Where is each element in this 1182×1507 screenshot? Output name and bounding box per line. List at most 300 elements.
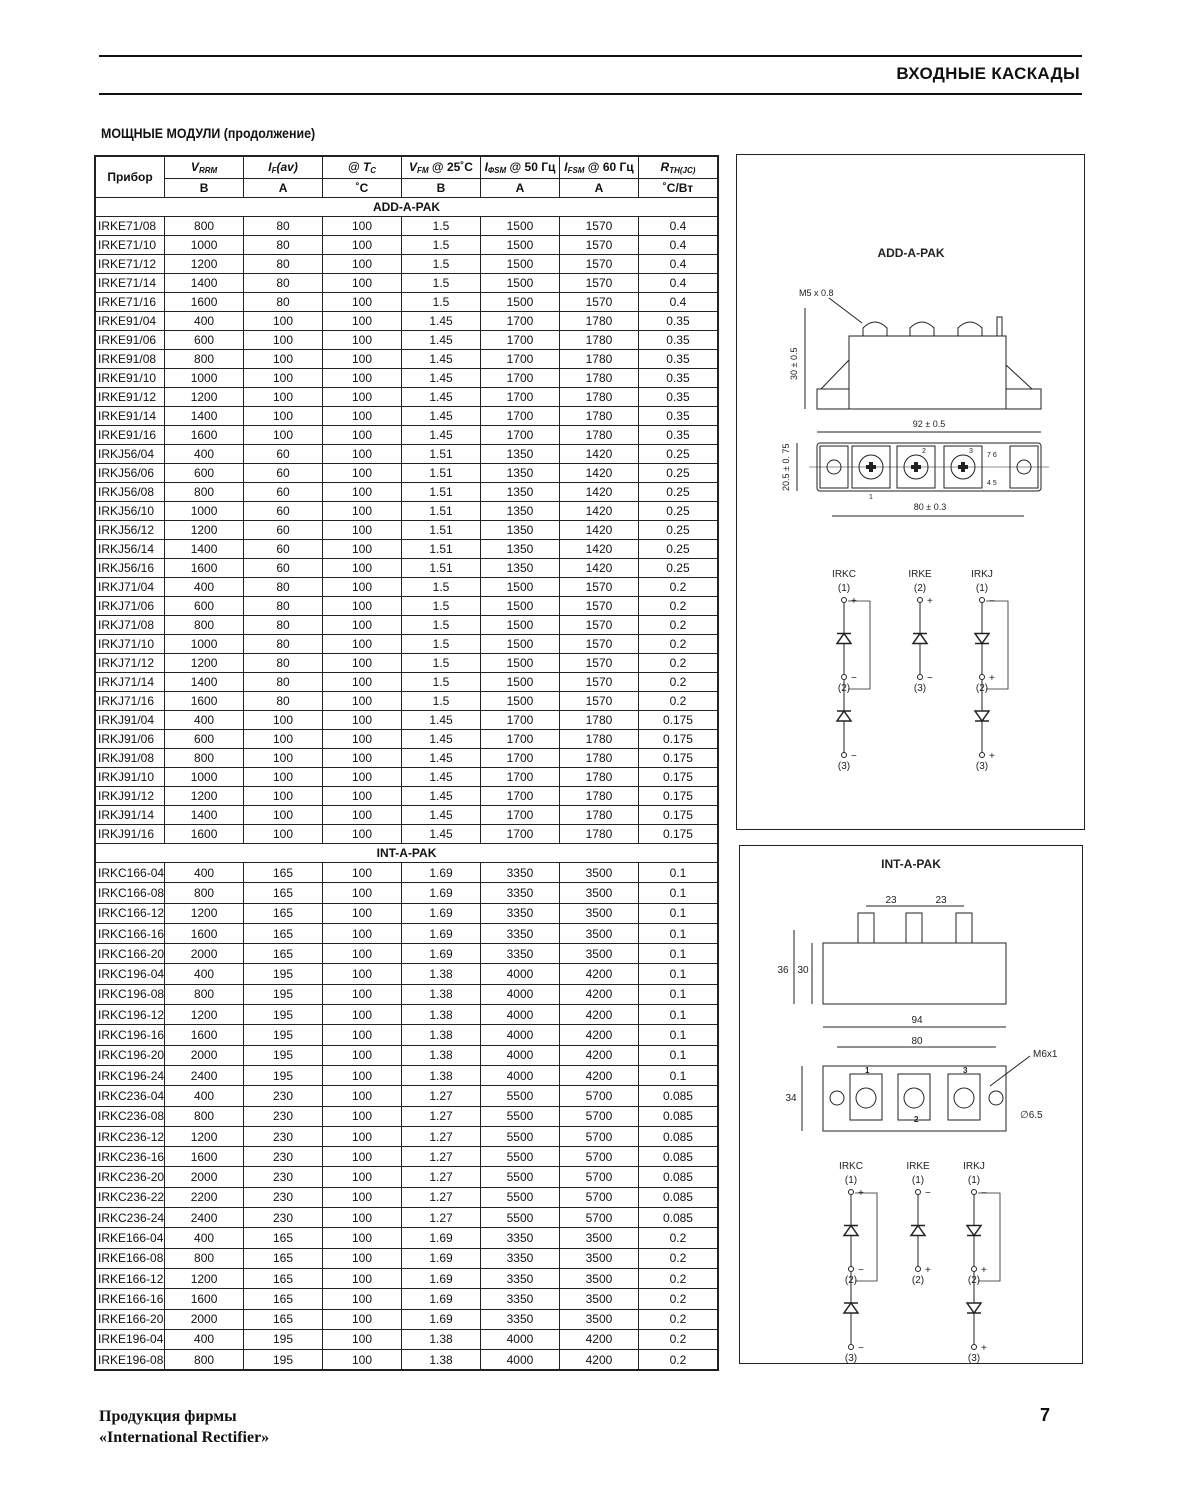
value-cell: 100 <box>323 331 402 350</box>
terminal-label: (3) <box>844 1353 858 1363</box>
value-cell: 1200 <box>165 787 244 806</box>
value-cell: 1700 <box>480 388 559 407</box>
page-number: 7 <box>1040 1405 1051 1425</box>
value-cell: 100 <box>323 217 402 236</box>
value-cell: 100 <box>323 1309 402 1329</box>
group-title: ADD-A-PAK <box>95 198 718 217</box>
column-unit: ˚С <box>323 179 402 198</box>
terminal-icon <box>972 1190 977 1195</box>
value-cell: 4000 <box>480 1025 559 1045</box>
table-row <box>95 1147 718 1167</box>
value-cell: 4000 <box>480 1329 559 1349</box>
device-name-cell: IRKC196-20 <box>95 1045 165 1065</box>
terminal-icon <box>849 1345 854 1350</box>
value-cell: 100 <box>323 944 402 964</box>
terminal-label: (3) <box>975 761 989 772</box>
table-row <box>95 923 718 943</box>
value-cell: 100 <box>323 923 402 943</box>
value-cell: 0.085 <box>638 1208 718 1228</box>
value-cell: 1700 <box>480 350 559 369</box>
value-cell: 3500 <box>559 1289 638 1309</box>
value-cell: 0.25 <box>638 464 718 483</box>
value-cell: 1200 <box>165 654 244 673</box>
value-cell: 1500 <box>480 578 559 597</box>
value-cell: 0.2 <box>638 1329 718 1349</box>
value-cell: 3500 <box>559 944 638 964</box>
value-cell: 1.38 <box>402 1065 481 1085</box>
value-cell: 5500 <box>480 1167 559 1187</box>
value-cell: 3500 <box>559 1248 638 1268</box>
table-row <box>95 749 718 768</box>
circuit-name: IRKC <box>839 1161 863 1172</box>
value-cell: 0.2 <box>638 654 718 673</box>
table-row <box>95 464 718 483</box>
value-cell: 1700 <box>480 787 559 806</box>
value-cell: 100 <box>323 1208 402 1228</box>
value-cell: 0.35 <box>638 369 718 388</box>
thread-label: M6x1 <box>1033 1049 1058 1060</box>
value-cell: 2400 <box>165 1208 244 1228</box>
value-cell: 1.69 <box>402 1289 481 1309</box>
value-cell: 100 <box>323 673 402 692</box>
pitch-dimension: 80 ± 0.3 <box>913 502 947 512</box>
table-row <box>95 426 718 445</box>
table-row <box>95 806 718 825</box>
value-cell: 800 <box>165 1248 244 1268</box>
value-cell: 80 <box>244 255 323 274</box>
value-cell: 0.25 <box>638 521 718 540</box>
value-cell: 1.5 <box>402 274 481 293</box>
table-row <box>95 1309 718 1329</box>
value-cell: 1.45 <box>402 312 481 331</box>
value-cell: 4200 <box>559 1065 638 1085</box>
device-name-cell: IRKE91/06 <box>95 331 165 350</box>
diode-icon <box>975 634 989 644</box>
value-cell: 195 <box>244 984 323 1004</box>
value-cell: 2000 <box>165 1167 244 1187</box>
value-cell: 1.45 <box>402 369 481 388</box>
value-cell: 1.5 <box>402 673 481 692</box>
device-name-cell: IRKJ71/08 <box>95 616 165 635</box>
value-cell: 0.1 <box>638 863 718 883</box>
device-name-cell: IRKE71/08 <box>95 217 165 236</box>
table-row <box>95 692 718 711</box>
value-cell: 100 <box>323 1025 402 1045</box>
value-cell: 60 <box>244 445 323 464</box>
value-cell: 0.085 <box>638 1126 718 1146</box>
table-row <box>95 1289 718 1309</box>
value-cell: 1420 <box>559 559 638 578</box>
value-cell: 1700 <box>480 426 559 445</box>
terminal-icon <box>918 598 923 603</box>
value-cell: 0.1 <box>638 883 718 903</box>
value-cell: 1.27 <box>402 1208 481 1228</box>
int-a-pak-title: INT-A-PAK <box>881 857 941 871</box>
value-cell: 0.175 <box>638 711 718 730</box>
value-cell: 4000 <box>480 984 559 1004</box>
table-row <box>95 730 718 749</box>
value-cell: 1.69 <box>402 1268 481 1288</box>
polarity-sign: + <box>989 751 995 762</box>
device-name-cell: IRKC236-20 <box>95 1167 165 1187</box>
value-cell: 100 <box>323 1045 402 1065</box>
value-cell: 1.45 <box>402 388 481 407</box>
value-cell: 1200 <box>165 1005 244 1025</box>
value-cell: 1700 <box>480 312 559 331</box>
value-cell: 100 <box>323 806 402 825</box>
value-cell: 60 <box>244 502 323 521</box>
circuit-irkj <box>971 569 1008 772</box>
value-cell: 80 <box>244 673 323 692</box>
value-cell: 80 <box>244 616 323 635</box>
spacing-dimension: 23 <box>935 895 947 906</box>
value-cell: 1500 <box>480 692 559 711</box>
device-name-cell: IRKE196-08 <box>95 1350 165 1371</box>
value-cell: 600 <box>165 597 244 616</box>
table-row <box>95 274 718 293</box>
length-dimension: 94 <box>911 1015 923 1026</box>
value-cell: 0.1 <box>638 1005 718 1025</box>
value-cell: 1780 <box>559 312 638 331</box>
table-row <box>95 616 718 635</box>
polarity-sign: + <box>989 673 995 684</box>
value-cell: 4200 <box>559 984 638 1004</box>
device-name-cell: IRKE71/14 <box>95 274 165 293</box>
value-cell: 800 <box>165 1350 244 1371</box>
value-cell: 0.4 <box>638 236 718 255</box>
value-cell: 100 <box>244 350 323 369</box>
device-name-cell: IRKE71/16 <box>95 293 165 312</box>
value-cell: 800 <box>165 749 244 768</box>
value-cell: 1570 <box>559 578 638 597</box>
value-cell: 1.38 <box>402 1329 481 1349</box>
section-title: ВХОДНЫЕ КАСКАДЫ <box>896 64 1080 83</box>
height-body-dimension: 30 <box>797 965 809 976</box>
value-cell: 3350 <box>480 1268 559 1288</box>
value-cell: 1400 <box>165 540 244 559</box>
value-cell: 1.69 <box>402 883 481 903</box>
value-cell: 100 <box>244 331 323 350</box>
device-name-cell: IRKC236-16 <box>95 1147 165 1167</box>
spec-table <box>94 155 719 1371</box>
value-cell: 1500 <box>480 654 559 673</box>
value-cell: 0.2 <box>638 1228 718 1248</box>
value-cell: 100 <box>323 768 402 787</box>
value-cell: 1570 <box>559 692 638 711</box>
table-row <box>95 903 718 923</box>
width-dimension: 34 <box>785 1093 797 1104</box>
value-cell: 1420 <box>559 521 638 540</box>
value-cell: 1400 <box>165 806 244 825</box>
value-cell: 1000 <box>165 768 244 787</box>
circuit-irke <box>906 1161 931 1286</box>
table-row <box>95 217 718 236</box>
value-cell: 80 <box>244 274 323 293</box>
value-cell: 0.175 <box>638 806 718 825</box>
circuit-name: IRKE <box>908 569 932 580</box>
value-cell: 1.5 <box>402 578 481 597</box>
height-dimension: 30 ± 0.5 <box>789 347 799 380</box>
value-cell: 1350 <box>480 559 559 578</box>
value-cell: 0.2 <box>638 1268 718 1288</box>
terminal-label: (1) <box>967 1175 981 1186</box>
value-cell: 5500 <box>480 1208 559 1228</box>
value-cell: 1.5 <box>402 255 481 274</box>
device-name-cell: IRKJ56/12 <box>95 521 165 540</box>
value-cell: 100 <box>244 787 323 806</box>
terminal-label: (2) <box>837 683 851 694</box>
circuit-name: IRKJ <box>971 569 993 580</box>
value-cell: 1350 <box>480 502 559 521</box>
device-name-cell: IRKE166-16 <box>95 1289 165 1309</box>
table-row <box>95 1228 718 1248</box>
circuit-irkc <box>832 569 870 772</box>
value-cell: 1.45 <box>402 768 481 787</box>
table-row <box>95 825 718 844</box>
value-cell: 1.38 <box>402 984 481 1004</box>
value-cell: 100 <box>323 1248 402 1268</box>
value-cell: 100 <box>323 1086 402 1106</box>
value-cell: 1.45 <box>402 331 481 350</box>
table-row <box>95 883 718 903</box>
value-cell: 1400 <box>165 407 244 426</box>
table-row <box>95 407 718 426</box>
table-row <box>95 1126 718 1146</box>
table-row <box>95 673 718 692</box>
value-cell: 1200 <box>165 255 244 274</box>
table-row <box>95 1329 718 1349</box>
value-cell: 1780 <box>559 787 638 806</box>
value-cell: 0.2 <box>638 1350 718 1371</box>
value-cell: 80 <box>244 293 323 312</box>
value-cell: 3350 <box>480 1248 559 1268</box>
value-cell: 1200 <box>165 388 244 407</box>
polarity-sign: + <box>981 1265 987 1276</box>
value-cell: 1780 <box>559 730 638 749</box>
value-cell: 1570 <box>559 673 638 692</box>
value-cell: 5500 <box>480 1086 559 1106</box>
value-cell: 5700 <box>559 1147 638 1167</box>
value-cell: 1.51 <box>402 464 481 483</box>
value-cell: 100 <box>323 578 402 597</box>
value-cell: 0.4 <box>638 274 718 293</box>
value-cell: 1500 <box>480 293 559 312</box>
value-cell: 0.175 <box>638 787 718 806</box>
value-cell: 0.35 <box>638 312 718 331</box>
value-cell: 1.38 <box>402 1045 481 1065</box>
value-cell: 1.38 <box>402 1005 481 1025</box>
value-cell: 1350 <box>480 540 559 559</box>
value-cell: 0.085 <box>638 1147 718 1167</box>
value-cell: 5700 <box>559 1208 638 1228</box>
value-cell: 100 <box>323 711 402 730</box>
value-cell: 400 <box>165 1086 244 1106</box>
table-row <box>95 863 718 883</box>
add-a-pak-title: ADD-A-PAK <box>877 246 945 260</box>
terminal-icon <box>916 1190 921 1195</box>
thread-arrow <box>829 298 862 323</box>
value-cell: 165 <box>244 903 323 923</box>
value-cell: 1.5 <box>402 293 481 312</box>
table-row <box>95 293 718 312</box>
value-cell: 400 <box>165 711 244 730</box>
group-header-row <box>95 844 718 863</box>
value-cell: 1500 <box>480 217 559 236</box>
value-cell: 1700 <box>480 407 559 426</box>
value-cell: 60 <box>244 483 323 502</box>
value-cell: 3350 <box>480 923 559 943</box>
value-cell: 1780 <box>559 407 638 426</box>
value-cell: 1570 <box>559 274 638 293</box>
device-name-cell: IRKJ91/14 <box>95 806 165 825</box>
terminal-label: (3) <box>837 761 851 772</box>
table-row <box>95 1208 718 1228</box>
column-unit: А <box>480 179 559 198</box>
value-cell: 165 <box>244 1309 323 1329</box>
value-cell: 800 <box>165 883 244 903</box>
value-cell: 100 <box>323 654 402 673</box>
value-cell: 0.35 <box>638 331 718 350</box>
value-cell: 165 <box>244 1268 323 1288</box>
terminal-icon <box>972 1345 977 1350</box>
value-cell: 1780 <box>559 806 638 825</box>
value-cell: 1500 <box>480 616 559 635</box>
value-cell: 0.1 <box>638 944 718 964</box>
value-cell: 100 <box>323 787 402 806</box>
value-cell: 400 <box>165 1228 244 1248</box>
value-cell: 1780 <box>559 331 638 350</box>
value-cell: 100 <box>323 483 402 502</box>
value-cell: 0.25 <box>638 540 718 559</box>
value-cell: 3500 <box>559 1309 638 1329</box>
value-cell: 100 <box>244 388 323 407</box>
value-cell: 600 <box>165 730 244 749</box>
diode-icon <box>911 1226 925 1236</box>
value-cell: 165 <box>244 923 323 943</box>
value-cell: 100 <box>323 255 402 274</box>
value-cell: 1400 <box>165 673 244 692</box>
value-cell: 195 <box>244 1045 323 1065</box>
value-cell: 1570 <box>559 597 638 616</box>
value-cell: 400 <box>165 445 244 464</box>
device-name-cell: IRKJ91/10 <box>95 768 165 787</box>
value-cell: 1.45 <box>402 825 481 844</box>
device-name-cell: IRKC166-20 <box>95 944 165 964</box>
side-view <box>805 308 1041 409</box>
terminal-icon <box>842 598 847 603</box>
value-cell: 100 <box>244 825 323 844</box>
value-cell: 100 <box>323 312 402 331</box>
value-cell: 1570 <box>559 255 638 274</box>
column-unit: В <box>402 179 481 198</box>
polarity-sign: − <box>925 1188 931 1199</box>
value-cell: 3500 <box>559 1268 638 1288</box>
diode-icon <box>844 1303 858 1313</box>
value-cell: 1.5 <box>402 236 481 255</box>
value-cell: 100 <box>323 1147 402 1167</box>
value-cell: 1600 <box>165 1025 244 1045</box>
add-a-pak-diagram <box>737 155 1084 829</box>
value-cell: 5700 <box>559 1167 638 1187</box>
value-cell: 0.2 <box>638 597 718 616</box>
value-cell: 1600 <box>165 825 244 844</box>
value-cell: 0.2 <box>638 635 718 654</box>
value-cell: 3350 <box>480 944 559 964</box>
device-name-cell: IRKE166-20 <box>95 1309 165 1329</box>
circuit-name: IRKE <box>906 1161 930 1172</box>
terminal-label: (2) <box>967 1275 981 1286</box>
value-cell: 1600 <box>165 692 244 711</box>
width-dimension: 20.5 ± 0. 75 <box>781 443 791 491</box>
polarity-sign: − <box>989 596 995 607</box>
value-cell: 100 <box>323 540 402 559</box>
value-cell: 0.25 <box>638 445 718 464</box>
diode-icon <box>967 1226 981 1236</box>
value-cell: 1780 <box>559 711 638 730</box>
value-cell: 4000 <box>480 1045 559 1065</box>
polarity-sign: − <box>858 1265 864 1276</box>
value-cell: 1570 <box>559 635 638 654</box>
value-cell: 0.4 <box>638 255 718 274</box>
value-cell: 0.2 <box>638 616 718 635</box>
value-cell: 1.45 <box>402 350 481 369</box>
value-cell: 4200 <box>559 1045 638 1065</box>
value-cell: 0.175 <box>638 749 718 768</box>
value-cell: 60 <box>244 559 323 578</box>
value-cell: 1780 <box>559 825 638 844</box>
value-cell: 2400 <box>165 1065 244 1085</box>
value-cell: 1.51 <box>402 540 481 559</box>
value-cell: 1.45 <box>402 787 481 806</box>
value-cell: 230 <box>244 1167 323 1187</box>
value-cell: 0.4 <box>638 293 718 312</box>
add-a-pak-drawing <box>736 154 1085 830</box>
value-cell: 230 <box>244 1208 323 1228</box>
table-row <box>95 964 718 984</box>
value-cell: 800 <box>165 984 244 1004</box>
value-cell: 100 <box>323 521 402 540</box>
table-row <box>95 1065 718 1085</box>
value-cell: 5500 <box>480 1106 559 1126</box>
value-cell: 1420 <box>559 502 638 521</box>
value-cell: 1.45 <box>402 407 481 426</box>
value-cell: 100 <box>323 464 402 483</box>
value-cell: 1.69 <box>402 1309 481 1329</box>
top-view <box>809 443 1049 491</box>
value-cell: 1700 <box>480 711 559 730</box>
value-cell: 100 <box>244 806 323 825</box>
device-name-cell: IRKJ91/08 <box>95 749 165 768</box>
column-unit: А <box>244 179 323 198</box>
table-row <box>95 502 718 521</box>
value-cell: 0.2 <box>638 673 718 692</box>
value-cell: 100 <box>244 711 323 730</box>
value-cell: 1.27 <box>402 1147 481 1167</box>
terminal-label: (2) <box>913 583 927 594</box>
value-cell: 100 <box>323 502 402 521</box>
device-name-cell: IRKJ71/16 <box>95 692 165 711</box>
table-row <box>95 944 718 964</box>
value-cell: 1.5 <box>402 217 481 236</box>
device-name-cell: IRKE166-12 <box>95 1268 165 1288</box>
pin-label: 3 <box>963 1066 968 1075</box>
device-name-cell: IRKC196-08 <box>95 984 165 1004</box>
circuit-name: IRKJ <box>963 1161 985 1172</box>
value-cell: 0.35 <box>638 426 718 445</box>
value-cell: 2200 <box>165 1187 244 1207</box>
value-cell: 1700 <box>480 806 559 825</box>
value-cell: 1.69 <box>402 923 481 943</box>
